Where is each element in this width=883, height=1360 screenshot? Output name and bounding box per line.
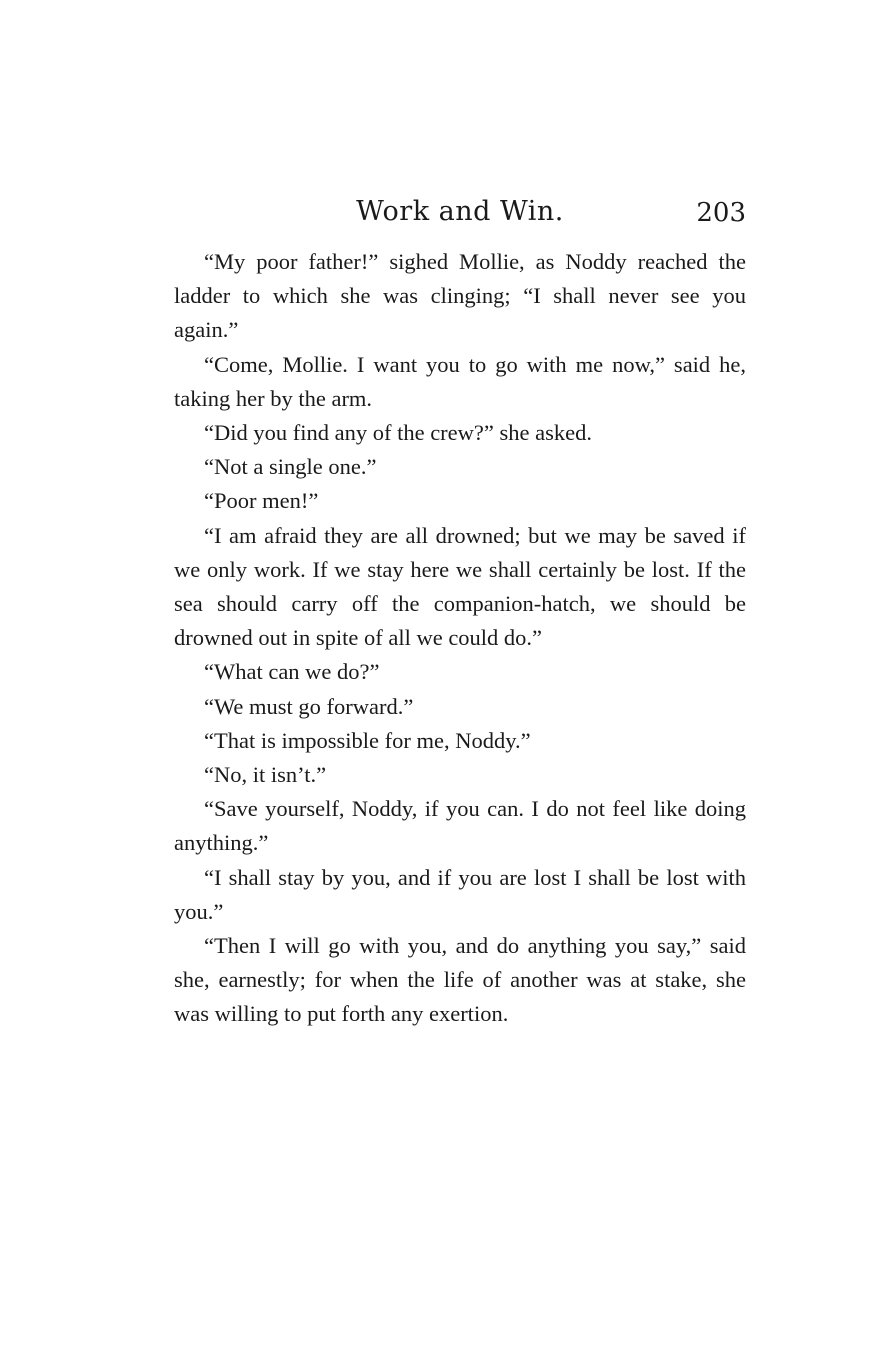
paragraph: “Then I will go with you, and do anything you say,” said she, earnestly; for when the life of another was at stake, she was willing to put forth any exertion. xyxy=(174,933,746,1027)
paragraph: “I am afraid they are all drowned; but we may be saved if we only work. If we stay here we shall certainly be lost. If the sea should carry off the companion-hatch, we should be drowned out in spite of all we could do.” xyxy=(174,522,746,651)
paragraph: “Come, Mollie. I want you to go with me now,” said he, taking her by the arm. xyxy=(174,351,746,411)
paragraph: “Save yourself, Noddy, if you can. I do not feel like doing anything.” xyxy=(174,796,746,856)
paragraph: “Poor men!” xyxy=(204,488,319,514)
paragraph: “We must go forward.” xyxy=(204,693,414,719)
paragraph: “What can we do?” xyxy=(204,659,380,685)
paragraph: “Not a single one.” xyxy=(204,454,377,480)
running-title: Work and Win. xyxy=(356,196,564,227)
paragraph: “I shall stay by you, and if you are lost I shall be lost with you.” xyxy=(174,864,746,924)
body-text xyxy=(174,245,746,1032)
paragraph: “No, it isn’t.” xyxy=(204,762,327,788)
paragraph: “That is impossible for me, Noddy.” xyxy=(204,727,531,753)
running-head xyxy=(174,196,746,230)
page-number: 203 xyxy=(696,198,746,228)
paragraph: “My poor father!” sighed Mollie, as Noddy reached the ladder to which she was clinging; “I shall never see you again.” xyxy=(174,249,746,343)
paragraph: “Did you find any of the crew?” she asked. xyxy=(204,420,592,446)
